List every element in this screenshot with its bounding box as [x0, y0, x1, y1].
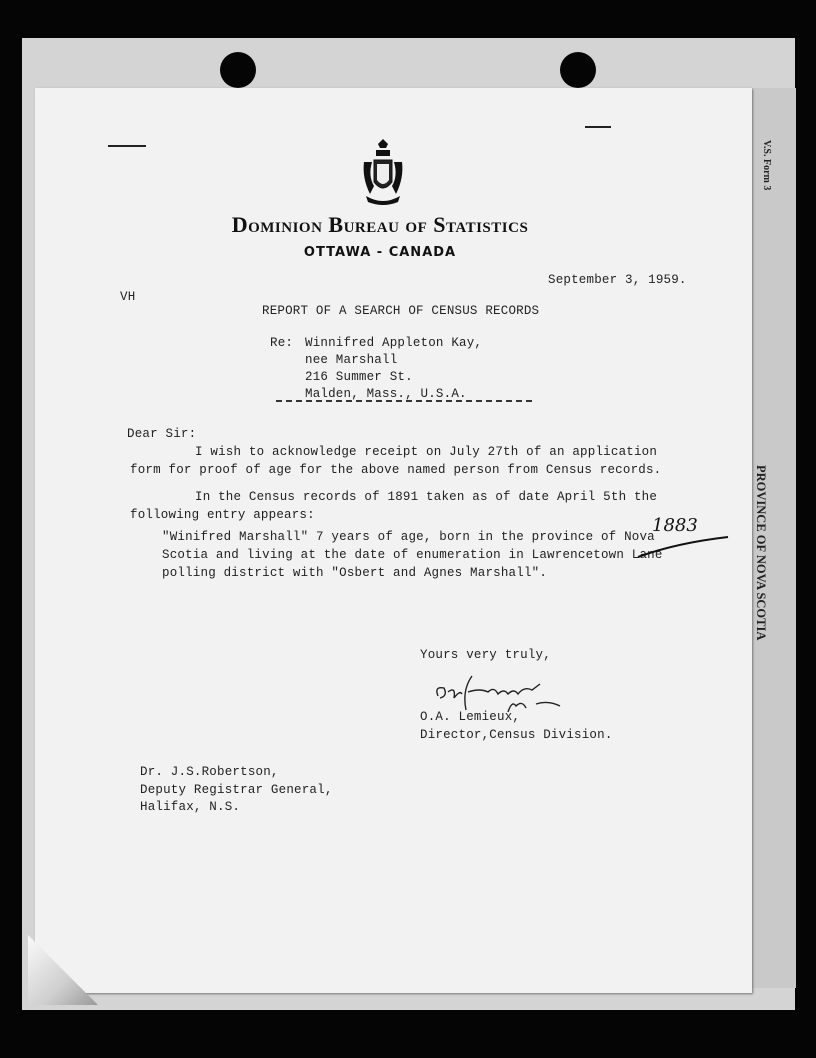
letter-date: September 3, 1959. [548, 273, 687, 287]
body-line: I wish to acknowledge receipt on July 27th of an application [195, 445, 658, 459]
recipient-line: Halifax, N.S. [140, 800, 241, 814]
mark [585, 126, 611, 128]
re-line: Winnifred Appleton Kay, [305, 336, 483, 350]
coat-of-arms-icon [360, 138, 406, 208]
re-line: 216 Summer St. [305, 370, 413, 384]
margin-note: 1883 [652, 515, 698, 536]
form-label: V.S. Form 3 [761, 140, 772, 191]
salutation: Dear Sir: [127, 427, 197, 441]
body-line: following entry appears: [130, 508, 315, 522]
dashed-rule [276, 400, 532, 402]
re-label: Re: [270, 336, 294, 350]
margin-underline [636, 533, 732, 561]
body-line: In the Census records of 1891 taken as of date April 5th the [195, 490, 658, 504]
recipient-line: Dr. J.S.Robertson, [140, 765, 279, 779]
recipient-line: Deputy Registrar General, [140, 783, 333, 797]
signer-title: Director,Census Division. [420, 728, 613, 742]
subject-line: REPORT OF A SEARCH OF CENSUS RECORDS [262, 304, 540, 318]
letterhead-org: Dominion Bureau of Statistics [231, 212, 529, 237]
province-label: PROVINCE OF NOVA SCOTIA [754, 465, 768, 641]
closing: Yours very truly, [420, 648, 551, 662]
re-line: nee Marshall [305, 353, 398, 367]
initials: VH [120, 290, 136, 304]
quote-line: "Winifred Marshall" 7 years of age, born in the province of Nova [162, 530, 655, 544]
mark [108, 145, 146, 147]
punch-hole [220, 52, 256, 88]
body-line: form for proof of age for the above named person from Census records. [130, 463, 662, 477]
letterhead-location: OTTAWA - CANADA [303, 245, 457, 260]
punch-hole [560, 52, 596, 88]
re-line: Malden, Mass., U.S.A. [305, 387, 467, 401]
quote-line: Scotia and living at the date of enumeration in Lawrencetown Lane [162, 548, 663, 562]
quote-line: polling district with "Osbert and Agnes Marshall". [162, 566, 548, 580]
signer-name: O.A. Lemieux, [420, 710, 521, 724]
